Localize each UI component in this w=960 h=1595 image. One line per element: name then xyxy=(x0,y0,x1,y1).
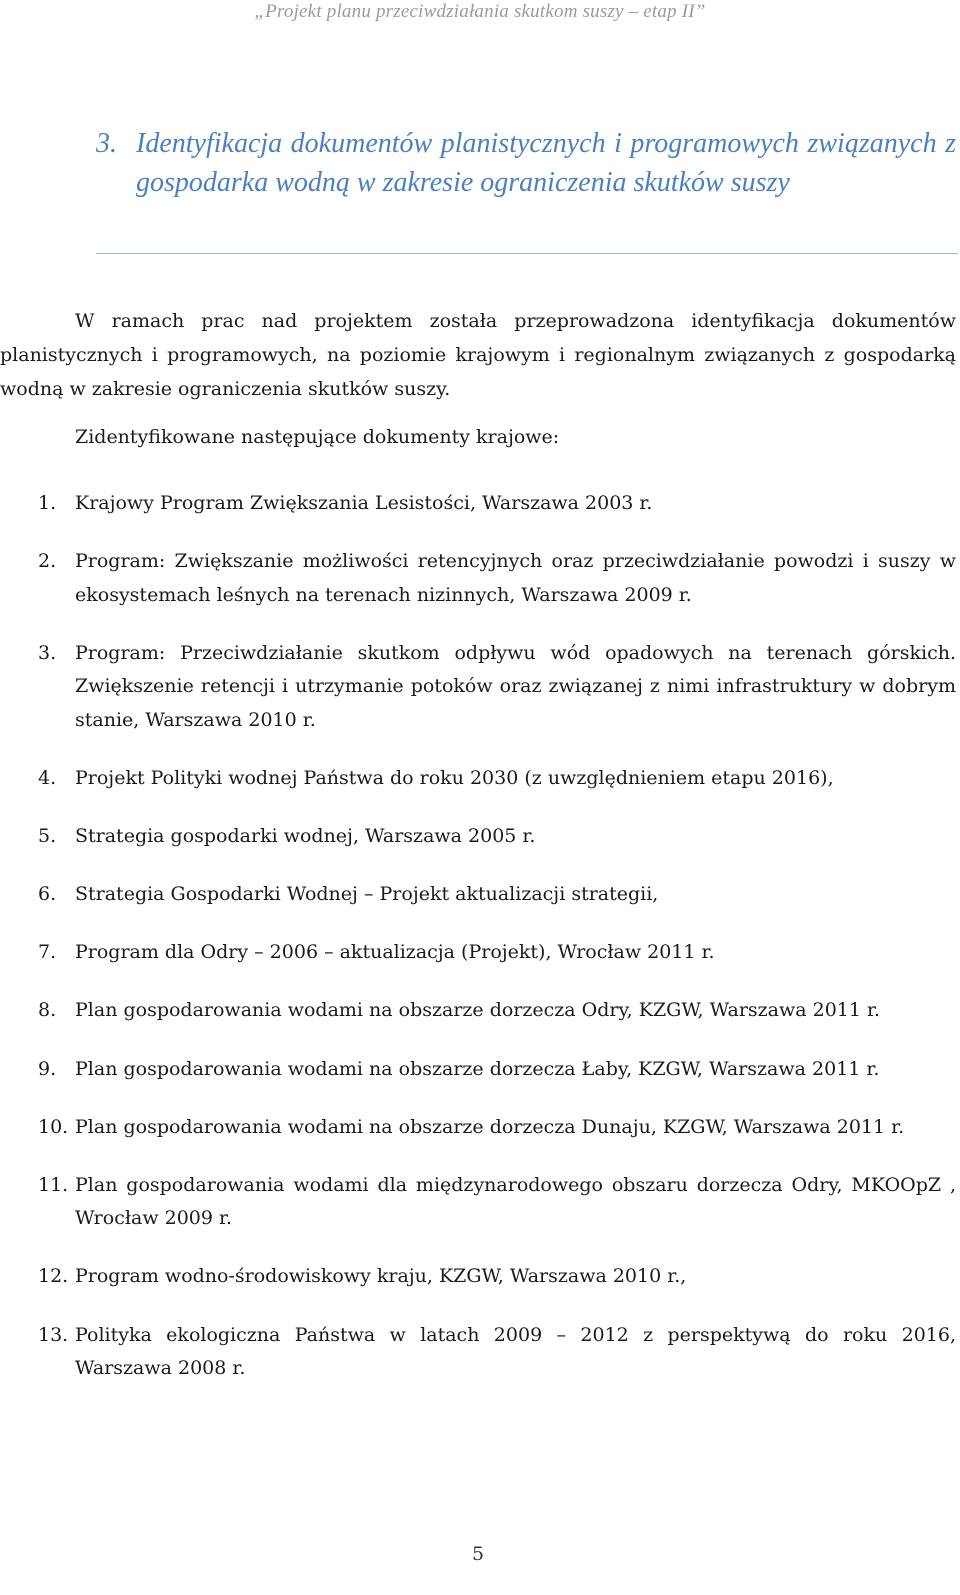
list-item xyxy=(0,762,956,796)
chapter-heading xyxy=(96,124,958,202)
intro-paragraph: W ramach prac nad projektem została przeprowadzona identyfikacja dokumentów planistycznych i programowych, na poziomie krajowym i regionalnym związanych z gospodarką wodną w zakresie ograniczenia skutków suszy. xyxy=(0,310,956,400)
list-item xyxy=(0,994,956,1028)
list-item xyxy=(0,1111,956,1145)
item-number: 2. xyxy=(38,550,57,573)
page-number: 5 xyxy=(471,1543,485,1565)
list-item xyxy=(0,637,956,738)
item-text: Plan gospodarowania wodami dla międzynarodowego obszaru dorzecza Odry, MKOOpZ , Wrocław 2009 r. xyxy=(75,1173,956,1230)
item-text: Program dla Odry – 2006 – aktualizacja (Projekt), Wrocław 2011 r. xyxy=(75,941,715,964)
item-number: 10. xyxy=(38,1115,69,1138)
chapter-number: 3. xyxy=(96,128,117,159)
item-number: 9. xyxy=(38,1057,57,1080)
item-text: Program: Zwiększanie możliwości retencyjnych oraz przeciwdziałanie powodzi i suszy w ekosystemach leśnych na terenach nizinnych, Warszawa 2009 r. xyxy=(75,550,956,606)
item-text: Projekt Polityki wodnej Państwa do roku 2030 (z uwzględnieniem etapu 2016), xyxy=(75,767,834,790)
item-number: 1. xyxy=(38,492,57,514)
item-text: Program: Przeciwdziałanie skutkom odpływu wód opadowych na terenach górskich. Zwiększenie retencji i utrzymanie potoków oraz związanej z nimi infrastruktury w dobrym stanie, Warszawa 2010 r. xyxy=(75,641,956,731)
heading-divider xyxy=(96,253,958,254)
item-number: 12. xyxy=(38,1265,69,1288)
running-header: „Projekt planu przeciwdziałania skutkom suszy – etap II” xyxy=(254,1,706,22)
item-number: 11. xyxy=(38,1173,69,1196)
item-text: Plan gospodarowania wodami na obszarze dorzecza Łaby, KZGW, Warszawa 2011 r. xyxy=(75,1057,880,1080)
item-number: 3. xyxy=(38,641,57,664)
list-item xyxy=(0,1169,956,1236)
list-item xyxy=(0,1319,956,1386)
item-text: Program wodno-środowiskowy kraju, KZGW, Warszawa 2010 r., xyxy=(75,1265,687,1288)
list-item xyxy=(0,1053,956,1087)
item-text: Strategia gospodarki wodnej, Warszawa 2005 r. xyxy=(75,825,536,848)
list-item xyxy=(0,820,956,854)
list-lead-in: Zidentyfikowane następujące dokumenty krajowe: xyxy=(75,426,560,448)
document-list xyxy=(0,487,956,1410)
list-item xyxy=(0,545,956,612)
chapter-title xyxy=(96,124,958,202)
item-number: 6. xyxy=(38,883,57,906)
item-number: 4. xyxy=(38,767,57,790)
item-text: Plan gospodarowania wodami na obszarze dorzecza Dunaju, KZGW, Warszawa 2011 r. xyxy=(75,1115,905,1138)
list-item xyxy=(0,878,956,912)
item-text: Krajowy Program Zwiększania Lesistości, Warszawa 2003 r. xyxy=(75,492,653,514)
item-number: 7. xyxy=(38,941,57,964)
list-item xyxy=(0,487,956,521)
list-item xyxy=(0,1260,956,1294)
item-number: 13. xyxy=(38,1323,69,1346)
list-item xyxy=(0,936,956,970)
item-text: Strategia Gospodarki Wodnej – Projekt aktualizacji strategii, xyxy=(75,883,659,906)
item-text: Polityka ekologiczna Państwa w latach 2009 – 2012 z perspektywą do roku 2016, Warszawa 2008 r. xyxy=(75,1323,956,1380)
item-number: 5. xyxy=(38,825,57,848)
item-text: Plan gospodarowania wodami na obszarze dorzecza Odry, KZGW, Warszawa 2011 r. xyxy=(75,999,881,1022)
item-number: 8. xyxy=(38,999,57,1022)
chapter-title-text: Identyfikacja dokumentów planistycznych i programowych związanych z gospodarka wodną w zakresie ograniczenia skutków suszy xyxy=(136,128,956,198)
